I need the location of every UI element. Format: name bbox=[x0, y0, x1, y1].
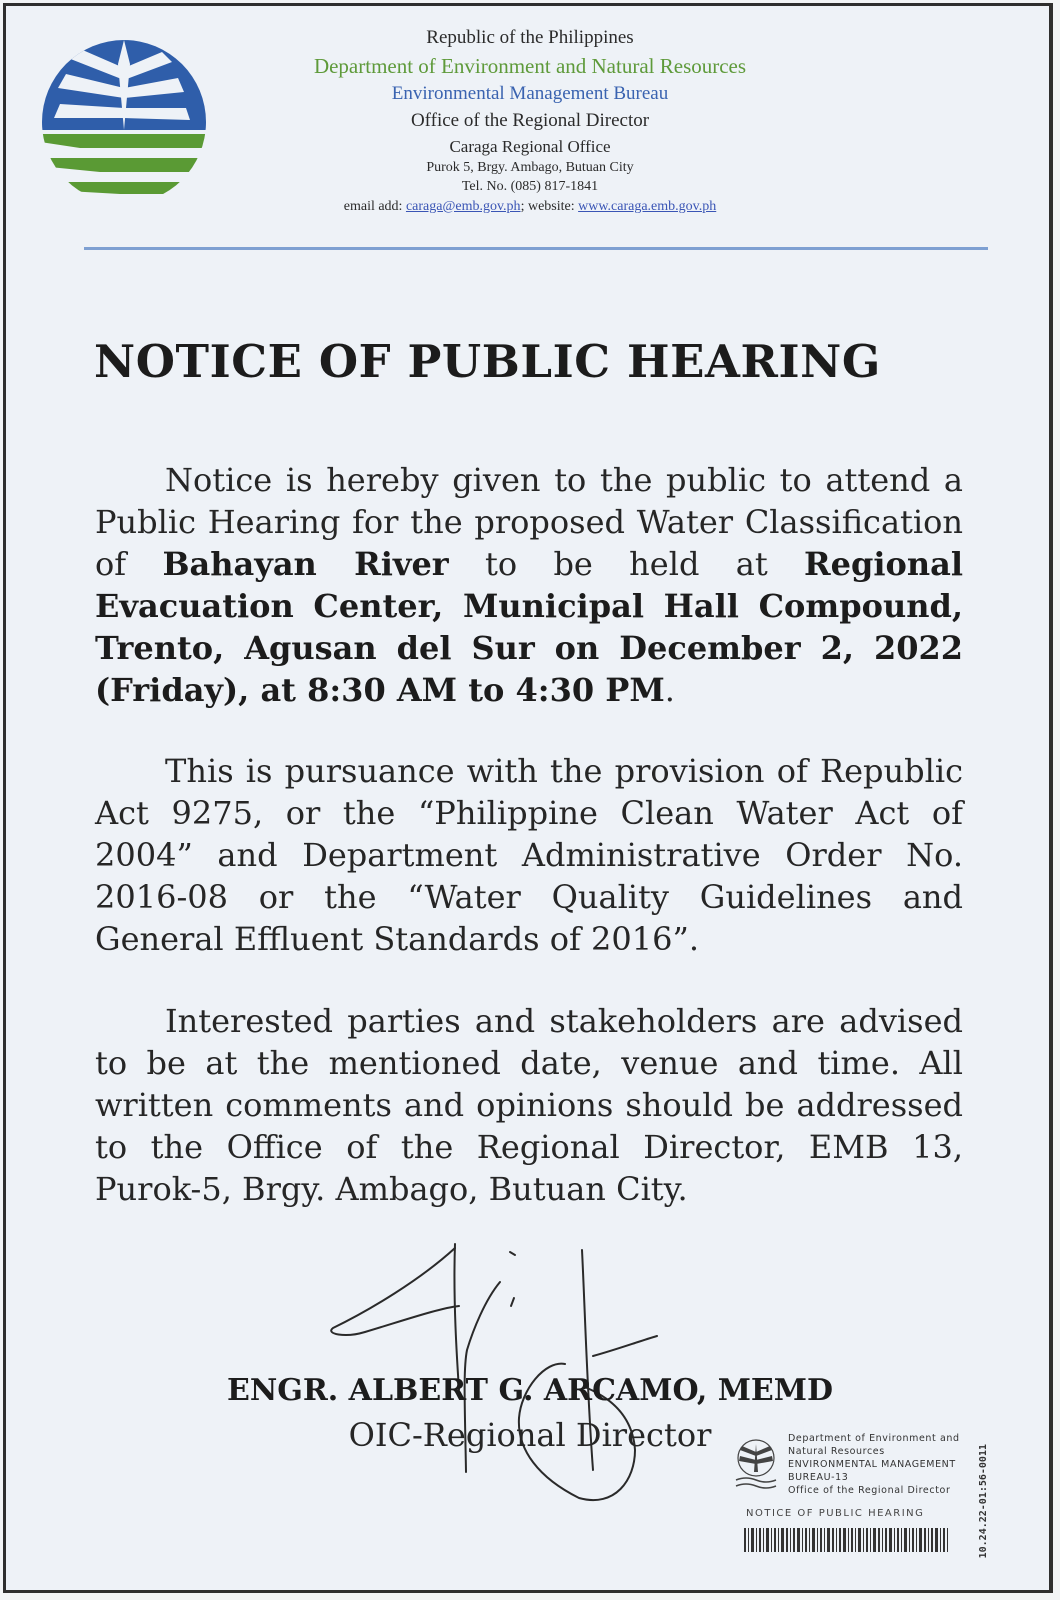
letterhead-department: Department of Environment and Natural Resources bbox=[313, 53, 747, 78]
stamp-line5: Office of the Regional Director bbox=[788, 1485, 951, 1496]
receipt-stamp bbox=[728, 1420, 998, 1570]
letterhead-regional-office: Caraga Regional Office bbox=[449, 136, 611, 156]
emb-seal-icon bbox=[730, 1436, 782, 1494]
letterhead-tel: Tel. No. (085) 817-1841 bbox=[461, 179, 599, 195]
stamp-line3: ENVIRONMENTAL MANAGEMENT bbox=[788, 1459, 956, 1470]
paragraph-intro: Notice is hereby given to the public to attend a Public Hearing for the proposed Water Classification of bbox=[95, 461, 963, 583]
stamp-line2: Natural Resources bbox=[788, 1446, 885, 1457]
river-name: Bahayan River bbox=[162, 545, 449, 583]
paragraph-legal-basis: This is pursuance with the provision of Republic Act 9275, or the “Philippine Clean Water Act of 2004” and Department Administrative Order No. 2016-08 or the “Water Quality Guidelines and General Effluent Standards of 2016”. bbox=[95, 752, 963, 958]
email-label: email add: bbox=[343, 198, 406, 214]
letterhead-republic: Republic of the Philippines bbox=[426, 27, 634, 48]
signatory-title: OIC-Regional Director bbox=[348, 1416, 712, 1454]
letterhead-bureau: Environmental Management Bureau bbox=[391, 83, 669, 104]
barcode-icon bbox=[744, 1528, 948, 1552]
letterhead-contact bbox=[0, 198, 1060, 216]
website-label: ; website: bbox=[520, 198, 579, 214]
stamp-text bbox=[788, 1432, 960, 1497]
letterhead bbox=[0, 26, 1060, 215]
signatory-name: ENGR. ALBERT G. ARCAMO, MEMD bbox=[226, 1373, 834, 1408]
header-divider bbox=[84, 247, 988, 250]
website-link[interactable]: www.caraga.emb.gov.ph bbox=[578, 198, 717, 214]
letterhead-address: Purok 5, Brgy. Ambago, Butuan City bbox=[426, 159, 634, 175]
venue-datetime: Regional Evacuation Center, Municipal Hall Compound, Trento, Agusan del Sur on December 2, 2022 (Friday), at 8:30 AM to 4:30 PM bbox=[95, 545, 964, 709]
paragraph-end: . bbox=[664, 671, 675, 709]
paragraph-instructions: Interested parties and stakeholders are advised to be at the mentioned date, venue and time. All written comments and opinions should be addressed to the Office of the Regional Director, EMB 13, Purok-5, Brgy. Ambago, Butuan City. bbox=[95, 1002, 963, 1208]
paragraph-held: to be held at bbox=[448, 545, 805, 583]
stamp-line1: Department of Environment and bbox=[788, 1433, 960, 1444]
stamp-code: 10.24.22-01:56-0011 bbox=[978, 1444, 989, 1559]
paragraph-hearing-details bbox=[95, 459, 963, 711]
stamp-line4: BUREAU-13 bbox=[788, 1472, 849, 1483]
notice-title: NOTICE OF PUBLIC HEARING bbox=[94, 335, 881, 388]
email-link[interactable]: caraga@emb.gov.ph bbox=[405, 198, 521, 214]
stamp-document-name: NOTICE OF PUBLIC HEARING bbox=[746, 1508, 925, 1519]
letterhead-office: Office of the Regional Director bbox=[410, 109, 650, 131]
